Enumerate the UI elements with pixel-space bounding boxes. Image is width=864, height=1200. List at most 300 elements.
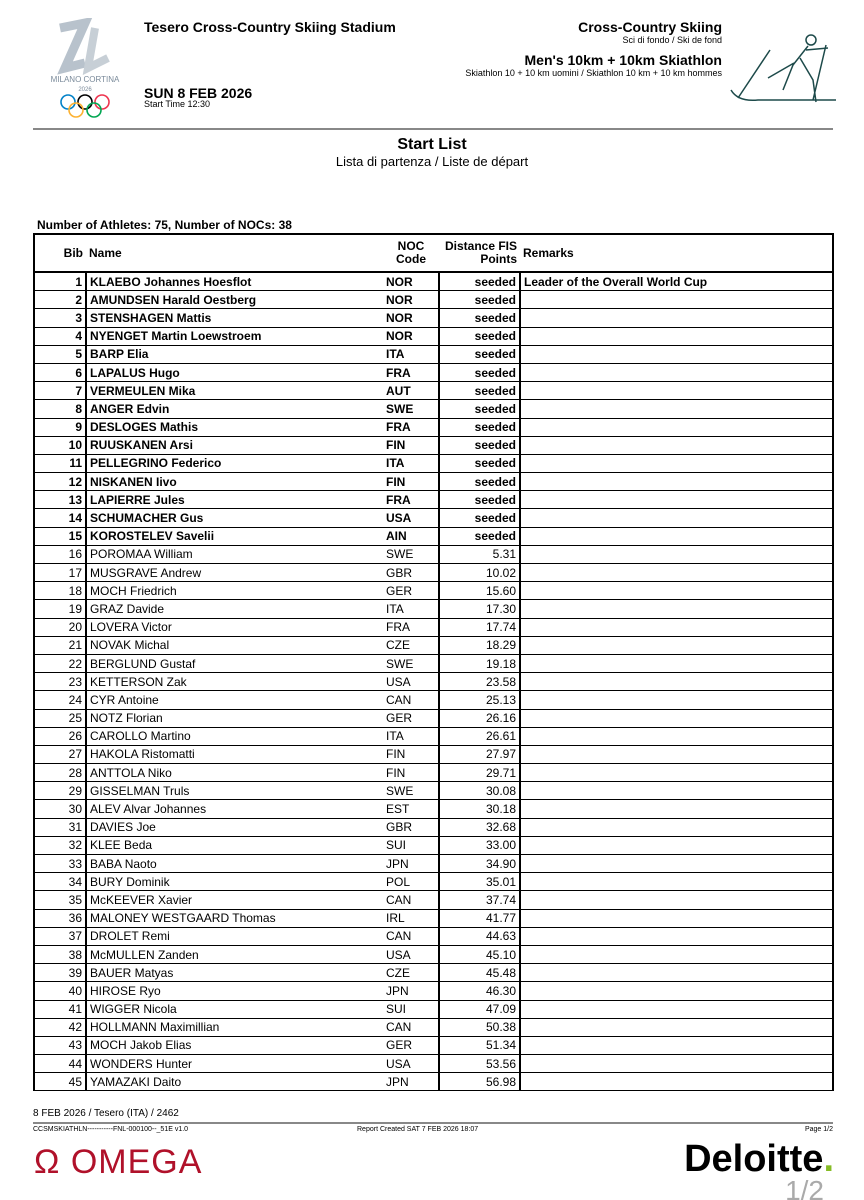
bib-cell: 27	[34, 745, 86, 763]
athlete-name: SCHUMACHER Gus	[86, 509, 383, 527]
remarks-cell	[520, 636, 833, 654]
athlete-name: NISKANEN Iivo	[86, 473, 383, 491]
fis-points: 15.60	[439, 582, 520, 600]
remarks-cell	[520, 291, 833, 309]
table-row	[34, 400, 833, 418]
fis-points: seeded	[439, 418, 520, 436]
fis-points: seeded	[439, 272, 520, 291]
noc-code: GBR	[383, 564, 439, 582]
table-row	[34, 782, 833, 800]
bib-cell: 9	[34, 418, 86, 436]
table-row	[34, 582, 833, 600]
bib-cell: 23	[34, 673, 86, 691]
table-row	[34, 454, 833, 472]
noc-code: GER	[383, 709, 439, 727]
noc-code: FRA	[383, 618, 439, 636]
athlete-name: DAVIES Joe	[86, 818, 383, 836]
fis-points: 23.58	[439, 673, 520, 691]
remarks-cell	[520, 363, 833, 381]
athlete-name: STENSHAGEN Mattis	[86, 309, 383, 327]
col-noc-line2: Code	[396, 252, 426, 266]
athlete-name: KLAEBO Johannes Hoesflot	[86, 272, 383, 291]
bib-cell: 1	[34, 272, 86, 291]
noc-code: FIN	[383, 745, 439, 763]
noc-code: USA	[383, 673, 439, 691]
table-row	[34, 636, 833, 654]
fis-points: seeded	[439, 509, 520, 527]
bib-cell: 15	[34, 527, 86, 545]
remarks-cell	[520, 764, 833, 782]
table-row	[34, 1073, 833, 1091]
skier-pictogram-icon	[728, 30, 838, 105]
fis-points: seeded	[439, 436, 520, 454]
remarks-cell	[520, 600, 833, 618]
noc-code: NOR	[383, 309, 439, 327]
noc-code: GBR	[383, 818, 439, 836]
fis-points: 46.30	[439, 982, 520, 1000]
athlete-name: BURY Dominik	[86, 873, 383, 891]
remarks-cell	[520, 491, 833, 509]
remarks-cell	[520, 509, 833, 527]
athlete-name: NOTZ Florian	[86, 709, 383, 727]
bib-cell: 33	[34, 855, 86, 873]
omega-logo: Ω OMEGA	[34, 1143, 203, 1181]
bib-cell: 14	[34, 509, 86, 527]
bib-cell: 43	[34, 1036, 86, 1054]
fis-points: 27.97	[439, 745, 520, 763]
table-row	[34, 764, 833, 782]
fis-points: 17.30	[439, 600, 520, 618]
fis-points: 41.77	[439, 909, 520, 927]
bib-cell: 28	[34, 764, 86, 782]
table-row	[34, 1055, 833, 1073]
athlete-name: NYENGET Martin Loewstroem	[86, 327, 383, 345]
noc-code: USA	[383, 509, 439, 527]
table-row	[34, 382, 833, 400]
noc-code: FRA	[383, 418, 439, 436]
table-row	[34, 527, 833, 545]
athlete-name: VERMEULEN Mika	[86, 382, 383, 400]
noc-code: POL	[383, 873, 439, 891]
athlete-name: POROMAA William	[86, 545, 383, 563]
bib-cell: 8	[34, 400, 86, 418]
athlete-name: DESLOGES Mathis	[86, 418, 383, 436]
remarks-cell	[520, 1018, 833, 1036]
fis-points: 30.18	[439, 800, 520, 818]
bib-cell: 24	[34, 691, 86, 709]
noc-code: ITA	[383, 600, 439, 618]
noc-code: USA	[383, 945, 439, 963]
fis-points: 29.71	[439, 764, 520, 782]
athlete-name: KOROSTELEV Savelii	[86, 527, 383, 545]
fis-points: 10.02	[439, 564, 520, 582]
bib-cell: 13	[34, 491, 86, 509]
fis-points: seeded	[439, 327, 520, 345]
fis-points: 50.38	[439, 1018, 520, 1036]
fis-points: 19.18	[439, 654, 520, 672]
athlete-name: NOVAK Michal	[86, 636, 383, 654]
bib-cell: 42	[34, 1018, 86, 1036]
event-translations: Skiathlon 10 + 10 km uomini / Skiathlon 10 km + 10 km hommes	[465, 68, 722, 78]
deloitte-wordmark: Deloitte	[684, 1138, 824, 1180]
bib-cell: 3	[34, 309, 86, 327]
noc-code: ITA	[383, 345, 439, 363]
remarks-cell	[520, 727, 833, 745]
noc-code: JPN	[383, 1073, 439, 1091]
athlete-name: KLEE Beda	[86, 836, 383, 854]
remarks-cell	[520, 800, 833, 818]
document-title: Start List	[397, 136, 467, 153]
sport-translations: Sci di fondo / Ski de fond	[622, 35, 722, 45]
fis-points: 32.68	[439, 818, 520, 836]
remarks-cell	[520, 745, 833, 763]
noc-code: CZE	[383, 636, 439, 654]
remarks-cell	[520, 345, 833, 363]
athlete-summary: Number of Athletes: 75, Number of NOCs: 38	[37, 218, 292, 232]
table-row	[34, 327, 833, 345]
bib-cell: 29	[34, 782, 86, 800]
fis-points: 47.09	[439, 1000, 520, 1018]
bib-cell: 37	[34, 927, 86, 945]
remarks-cell	[520, 454, 833, 472]
fis-points: 30.08	[439, 782, 520, 800]
athlete-name: LAPIERRE Jules	[86, 491, 383, 509]
bib-cell: 25	[34, 709, 86, 727]
col-name: Name	[86, 234, 383, 272]
remarks-cell	[520, 982, 833, 1000]
bib-cell: 44	[34, 1055, 86, 1073]
athlete-name: WIGGER Nicola	[86, 1000, 383, 1018]
athlete-name: GRAZ Davide	[86, 600, 383, 618]
athlete-name: YAMAZAKI Daito	[86, 1073, 383, 1091]
athlete-name: MOCH Jakob Elias	[86, 1036, 383, 1054]
bib-cell: 26	[34, 727, 86, 745]
remarks-cell	[520, 782, 833, 800]
noc-code: SWE	[383, 545, 439, 563]
start-time: Start Time 12:30	[144, 99, 211, 109]
athlete-name: ANTTOLA Niko	[86, 764, 383, 782]
table-row	[34, 1018, 833, 1036]
fis-points: seeded	[439, 400, 520, 418]
table-row	[34, 418, 833, 436]
table-row	[34, 927, 833, 945]
noc-code: FRA	[383, 491, 439, 509]
bib-cell: 45	[34, 1073, 86, 1091]
fis-points: 26.61	[439, 727, 520, 745]
table-header	[34, 234, 833, 272]
bib-cell: 5	[34, 345, 86, 363]
bib-cell: 7	[34, 382, 86, 400]
table-row	[34, 855, 833, 873]
event-date: SUN 8 FEB 2026	[144, 85, 253, 101]
bib-cell: 6	[34, 363, 86, 381]
remarks-cell	[520, 909, 833, 927]
noc-code: USA	[383, 1055, 439, 1073]
athlete-name: AMUNDSEN Harald Oestberg	[86, 291, 383, 309]
remarks-cell	[520, 1036, 833, 1054]
remarks-cell	[520, 891, 833, 909]
bib-cell: 12	[34, 473, 86, 491]
bib-cell: 41	[34, 1000, 86, 1018]
fis-points: seeded	[439, 363, 520, 381]
table-row	[34, 473, 833, 491]
bib-cell: 18	[34, 582, 86, 600]
remarks-cell	[520, 564, 833, 582]
deloitte-dot: .	[823, 1138, 834, 1180]
remarks-cell	[520, 855, 833, 873]
noc-code: SUI	[383, 836, 439, 854]
document-subtitle: Lista di partenza / Liste de départ	[335, 154, 529, 169]
table-row	[34, 800, 833, 818]
table-row	[34, 982, 833, 1000]
table-row	[34, 491, 833, 509]
athlete-name: BABA Naoto	[86, 855, 383, 873]
table-row	[34, 291, 833, 309]
remarks-cell	[520, 945, 833, 963]
remarks-cell	[520, 964, 833, 982]
athlete-name: LAPALUS Hugo	[86, 363, 383, 381]
svg-text:MILANO CORTINA: MILANO CORTINA	[50, 75, 120, 84]
bib-cell: 30	[34, 800, 86, 818]
fis-points: seeded	[439, 473, 520, 491]
bib-cell: 34	[34, 873, 86, 891]
fis-points: 56.98	[439, 1073, 520, 1091]
fis-points: 44.63	[439, 927, 520, 945]
table-row	[34, 909, 833, 927]
remarks-cell	[520, 709, 833, 727]
table-row	[34, 309, 833, 327]
col-noc	[383, 234, 439, 272]
noc-code: ITA	[383, 454, 439, 472]
col-points	[439, 234, 520, 272]
athlete-name: KETTERSON Zak	[86, 673, 383, 691]
athlete-name: PELLEGRINO Federico	[86, 454, 383, 472]
footer-location: 8 FEB 2026 / Tesero (ITA) / 2462	[33, 1108, 179, 1119]
noc-code: EST	[383, 800, 439, 818]
bib-cell: 10	[34, 436, 86, 454]
bib-cell: 31	[34, 818, 86, 836]
noc-code: CAN	[383, 891, 439, 909]
report-code: CCSMSKIATHLN-----------FNL-000100--_51E v1.0	[33, 1126, 189, 1133]
athlete-name: HAKOLA Ristomatti	[86, 745, 383, 763]
bib-cell: 16	[34, 545, 86, 563]
remarks-cell	[520, 654, 833, 672]
athlete-name: ALEV Alvar Johannes	[86, 800, 383, 818]
noc-code: ITA	[383, 727, 439, 745]
fis-points: 51.34	[439, 1036, 520, 1054]
bib-cell: 4	[34, 327, 86, 345]
milano-cortina-logo	[40, 18, 130, 123]
athlete-name: McKEEVER Xavier	[86, 891, 383, 909]
remarks-cell	[520, 618, 833, 636]
bib-cell: 39	[34, 964, 86, 982]
table-row	[34, 673, 833, 691]
fis-points: seeded	[439, 345, 520, 363]
athlete-name: MUSGRAVE Andrew	[86, 564, 383, 582]
table-row	[34, 545, 833, 563]
fis-points: 17.74	[439, 618, 520, 636]
col-points-line1: Distance FIS	[444, 239, 517, 253]
table-row	[34, 1000, 833, 1018]
table-row	[34, 600, 833, 618]
remarks-cell	[520, 436, 833, 454]
noc-code: GER	[383, 582, 439, 600]
athlete-name: HIROSE Ryo	[86, 982, 383, 1000]
bib-cell: 17	[34, 564, 86, 582]
noc-code: SUI	[383, 1000, 439, 1018]
start-list-table	[33, 233, 834, 1091]
bib-cell: 40	[34, 982, 86, 1000]
noc-code: JPN	[383, 982, 439, 1000]
remarks-cell	[520, 582, 833, 600]
remarks-cell	[520, 418, 833, 436]
noc-code: IRL	[383, 909, 439, 927]
athlete-name: RUUSKANEN Arsi	[86, 436, 383, 454]
fis-points: 37.74	[439, 891, 520, 909]
fis-points: 18.29	[439, 636, 520, 654]
table-row	[34, 618, 833, 636]
remarks-cell	[520, 545, 833, 563]
athlete-name: ANGER Edvin	[86, 400, 383, 418]
table-row	[34, 1036, 833, 1054]
table-row	[34, 727, 833, 745]
athlete-name: BAUER Matyas	[86, 964, 383, 982]
bib-cell: 19	[34, 600, 86, 618]
athlete-name: McMULLEN Zanden	[86, 945, 383, 963]
noc-code: CZE	[383, 964, 439, 982]
fis-points: 34.90	[439, 855, 520, 873]
fis-points: seeded	[439, 291, 520, 309]
table-row	[34, 964, 833, 982]
page-indicator: 1/2	[785, 1175, 824, 1200]
bib-cell: 38	[34, 945, 86, 963]
table-row	[34, 836, 833, 854]
remarks-cell	[520, 836, 833, 854]
fis-points: 35.01	[439, 873, 520, 891]
athlete-name: BERGLUND Gustaf	[86, 654, 383, 672]
bib-cell: 20	[34, 618, 86, 636]
fis-points: seeded	[439, 527, 520, 545]
table-row	[34, 691, 833, 709]
noc-code: FIN	[383, 473, 439, 491]
remarks-cell	[520, 927, 833, 945]
remarks-cell	[520, 1055, 833, 1073]
noc-code: GER	[383, 1036, 439, 1054]
athlete-name: GISSELMAN Truls	[86, 782, 383, 800]
table-row	[34, 363, 833, 381]
table-row	[34, 945, 833, 963]
noc-code: AUT	[383, 382, 439, 400]
noc-code: CAN	[383, 691, 439, 709]
table-row	[34, 891, 833, 909]
remarks-cell	[520, 527, 833, 545]
noc-code: NOR	[383, 272, 439, 291]
noc-code: FRA	[383, 363, 439, 381]
fis-points: 26.16	[439, 709, 520, 727]
table-row	[34, 654, 833, 672]
noc-code: NOR	[383, 327, 439, 345]
fis-points: 45.48	[439, 964, 520, 982]
noc-code: SWE	[383, 400, 439, 418]
noc-code: FIN	[383, 764, 439, 782]
table-row	[34, 745, 833, 763]
bib-cell: 36	[34, 909, 86, 927]
remarks-cell	[520, 691, 833, 709]
table-row	[34, 873, 833, 891]
fis-points: 53.56	[439, 1055, 520, 1073]
table-row	[34, 436, 833, 454]
table-row	[34, 509, 833, 527]
table-row	[34, 709, 833, 727]
remarks-cell	[520, 473, 833, 491]
noc-code: FIN	[383, 436, 439, 454]
col-points-line2: Points	[480, 252, 517, 266]
fis-points: 25.13	[439, 691, 520, 709]
remarks-cell	[520, 1073, 833, 1091]
remarks-cell	[520, 309, 833, 327]
bib-cell: 32	[34, 836, 86, 854]
col-noc-line1: NOC	[397, 239, 425, 253]
remarks-cell	[520, 818, 833, 836]
bib-cell: 2	[34, 291, 86, 309]
fis-points: seeded	[439, 309, 520, 327]
col-remarks: Remarks	[520, 234, 833, 272]
page-number: Page 1/2	[804, 1126, 833, 1133]
report-created: Report Created SAT 7 FEB 2026 18:07	[357, 1126, 479, 1133]
fis-points: seeded	[439, 382, 520, 400]
noc-code: CAN	[383, 927, 439, 945]
table-row	[34, 272, 833, 291]
table-row	[34, 818, 833, 836]
fis-points: 45.10	[439, 945, 520, 963]
table-row	[34, 345, 833, 363]
fis-points: seeded	[439, 491, 520, 509]
header-divider	[33, 128, 833, 130]
athlete-name: HOLLMANN Maximillian	[86, 1018, 383, 1036]
athlete-name: MOCH Friedrich	[86, 582, 383, 600]
bib-cell: 11	[34, 454, 86, 472]
remarks-cell	[520, 873, 833, 891]
fis-points: seeded	[439, 454, 520, 472]
remarks-cell	[520, 400, 833, 418]
event-name: Men's 10km + 10km Skiathlon	[524, 52, 722, 68]
athlete-name: LOVERA Victor	[86, 618, 383, 636]
table-row	[34, 564, 833, 582]
svg-text:2026: 2026	[78, 87, 92, 93]
athlete-name: CAROLLO Martino	[86, 727, 383, 745]
sport-name: Cross-Country Skiing	[578, 19, 722, 35]
remarks-cell	[520, 1000, 833, 1018]
col-bib: Bib	[34, 234, 86, 272]
athlete-name: WONDERS Hunter	[86, 1055, 383, 1073]
remarks-cell	[520, 327, 833, 345]
bib-cell: 21	[34, 636, 86, 654]
noc-code: NOR	[383, 291, 439, 309]
athlete-name: DROLET Remi	[86, 927, 383, 945]
fis-points: 33.00	[439, 836, 520, 854]
bib-cell: 22	[34, 654, 86, 672]
venue: Tesero Cross-Country Skiing Stadium	[144, 19, 396, 35]
noc-code: AIN	[383, 527, 439, 545]
footer-divider	[33, 1122, 833, 1124]
remarks-cell	[520, 382, 833, 400]
athlete-name: MALONEY WESTGAARD Thomas	[86, 909, 383, 927]
noc-code: CAN	[383, 1018, 439, 1036]
noc-code: JPN	[383, 855, 439, 873]
remarks-cell: Leader of the Overall World Cup	[520, 272, 833, 291]
bib-cell: 35	[34, 891, 86, 909]
fis-points: 5.31	[439, 545, 520, 563]
